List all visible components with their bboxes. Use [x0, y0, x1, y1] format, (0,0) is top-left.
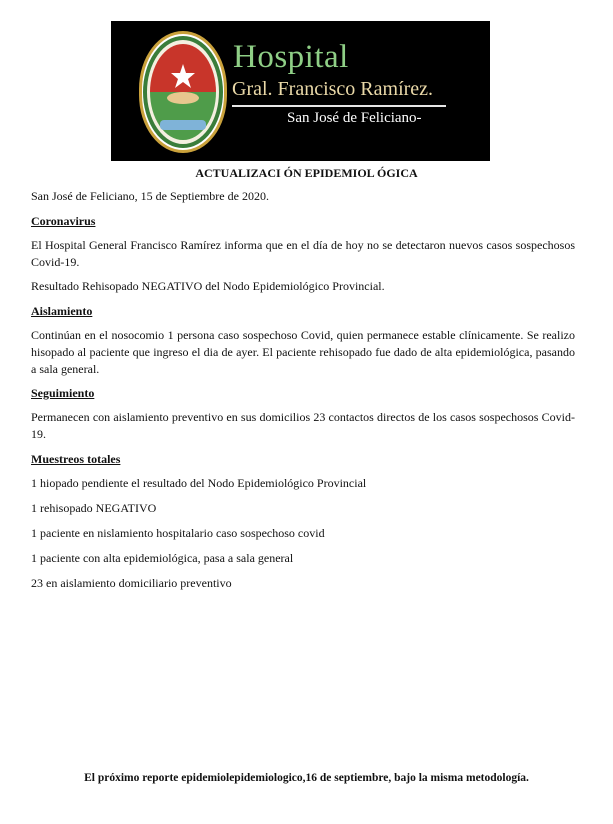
hospital-title: Hospital — [233, 39, 349, 75]
hospital-city: San José de Feliciano- — [287, 110, 422, 126]
muestreo-item: 1 paciente en nislamiento hospitalario caso sospechoso covid — [31, 526, 325, 540]
date-line: San José de Feliciano, 15 de Septiembre de 2020. — [31, 189, 269, 203]
muestreo-item: 23 en aislamiento domiciliario preventivo — [31, 576, 232, 590]
muestreo-item: 1 hiopado pendiente el resultado del Nodo Epidemiológico Provincial — [31, 476, 367, 490]
banner-divider — [232, 105, 446, 107]
next-report-note: El próximo reporte epidemiolepidemiologico,16 de septiembre, bajo la misma metodología. — [84, 772, 529, 784]
hospital-seal-icon — [139, 31, 227, 153]
aislamiento-paragraph: Continúan en el nosocomio 1 persona caso sospechoso Covid, quien permanece estable clínicamente. Se realizo hisopado al paciente que ingreso el dia de ayer. El paciente rehisopado fue dado de alta epidemiológica, pasando a sala general. — [31, 328, 575, 376]
muestreo-item: 1 paciente con alta epidemiológica, pasa a sala general — [31, 551, 294, 565]
document-title: ACTUALIZACI ÓN EPIDEMIOL ÓGICA — [195, 166, 418, 180]
coronavirus-paragraph-1: El Hospital General Francisco Ramírez informa que en el día de hoy no se detectaron nuevos casos sospechosos Covid-19. — [31, 238, 575, 269]
section-heading-aislamiento: Aislamiento — [31, 304, 93, 318]
muestreo-item: 1 rehisopado NEGATIVO — [31, 501, 157, 515]
section-heading-seguimiento: Seguimiento — [31, 386, 95, 400]
hospital-banner — [111, 21, 490, 161]
hospital-name: Gral. Francisco Ramírez. — [232, 78, 434, 100]
coronavirus-paragraph-2: Resultado Rehisopado NEGATIVO del Nodo Epidemiológico Provincial. — [31, 279, 385, 293]
section-heading-muestreos: Muestreos totales — [31, 452, 121, 466]
section-heading-coronavirus: Coronavirus — [31, 214, 96, 228]
seguimiento-paragraph: Permanecen con aislamiento preventivo en sus domicilios 23 contactos directos de los casos sospechosos Covid-19. — [31, 410, 575, 441]
